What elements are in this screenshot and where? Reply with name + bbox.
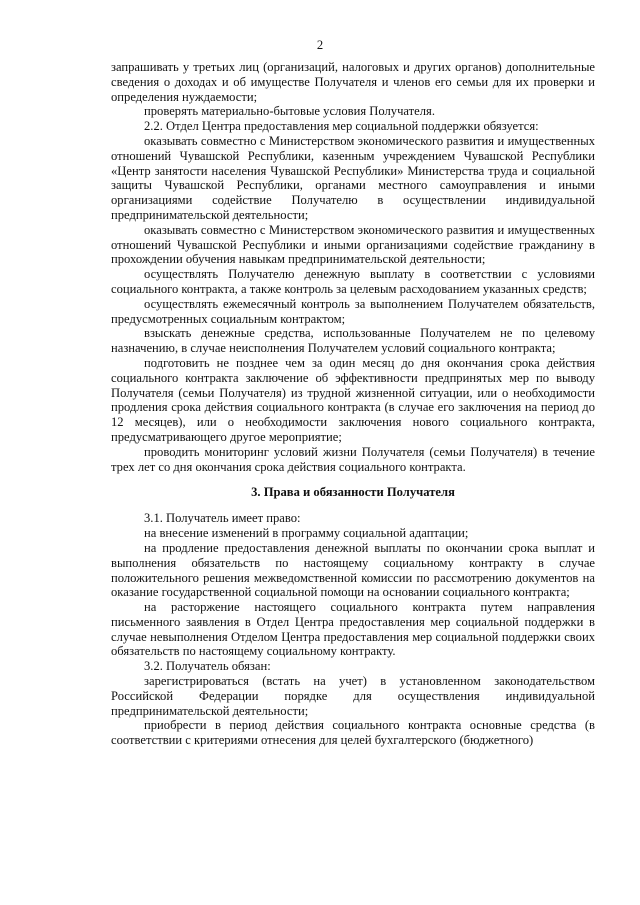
paragraph: осуществлять Получателю денежную выплату в соответствии с условиями социального контракта, а также контроль за целевым расходованием указанных средств; <box>111 267 595 296</box>
paragraph: на расторжение настоящего социального контракта путем направления письменного заявления в Отдел Центра предоставления мер социальной поддержки в случае невыполнения Отделом Центра предоставления мер социальной поддержки своих обязательств по настоящему социальному контракту. <box>111 600 595 659</box>
paragraph: оказывать совместно с Министерством экономического развития и имущественных отношений Чувашской Республики, казенным учреждением Чувашской Республики «Центр занятости населения Чувашской Республики» Министерства труда и социальной защиты Чувашской Республики, органами местного самоуправления и иными организациями содействие Получателю в осуществлении индивидуальной предпринимательской деятельности; <box>111 133 595 222</box>
paragraph: 3.1. Получатель имеет право: <box>144 511 301 526</box>
paragraph: осуществлять ежемесячный контроль за выполнением Получателем обязательств, предусмотренных социальным контрактом; <box>111 296 595 326</box>
paragraph: взыскать денежные средства, использованные Получателем не по целевому назначению, в случае неисполнения Получателем условий социального контракта; <box>111 326 595 356</box>
paragraph: проводить мониторинг условий жизни Получателя (семьи Получателя) в течение трех лет со дня окончания срока действия социального контракта. <box>111 444 595 474</box>
paragraph: на продление предоставления денежной выплаты по окончании срока выплат и выполнения обязательств по настоящему социальному контракту в случае положительного решения межведомственной комиссии по рассмотрению документов на оказание государственной социальной помощи на основании социального контракта; <box>111 540 595 600</box>
page-number: 2 <box>316 38 324 52</box>
document-body <box>111 60 595 748</box>
paragraph: на внесение изменений в программу социальной адаптации; <box>144 526 469 541</box>
paragraph: проверять материально-бытовые условия Получателя. <box>144 104 435 119</box>
paragraph: 2.2. Отдел Центра предоставления мер социальной поддержки обязуется: <box>144 119 539 134</box>
section-heading: 3. Права и обязанности Получателя <box>251 485 455 500</box>
paragraph: оказывать совместно с Министерством экономического развития и имущественных отношений Чувашской Республики и иными организациями содействие гражданину в прохождении обучения навыкам предпринимательской деятельности; <box>111 222 595 267</box>
paragraph: запрашивать у третьих лиц (организаций, налоговых и других органов) дополнительные сведения о доходах и об имуществе Получателя и членов его семьи для их проверки и определения нуждаемости; <box>111 60 595 104</box>
paragraph: зарегистрироваться (встать на учет) в установленном законодательством Российской Федерации порядке для осуществления индивидуальной предпринимательской деятельности; <box>111 674 595 718</box>
paragraph: приобрести в период действия социального контракта основные средства (в соответствии с критериями отнесения для целей бухгалтерского (бюджетного) <box>111 718 595 748</box>
paragraph: 3.2. Получатель обязан: <box>144 659 271 674</box>
section-heading-block <box>111 474 595 511</box>
paragraph: подготовить не позднее чем за один месяц до дня окончания срока действия социального контракта заключение об эффективности предпринятых мер по выводу Получателя (семьи Получателя) из трудной жизненной ситуации, или о необходимости продления срока действия социального контракта (в случае его заключения на период до 12 месяцев), или о необходимости заключения нового социального контракта, предусматривающего другое мероприятие; <box>111 355 595 444</box>
